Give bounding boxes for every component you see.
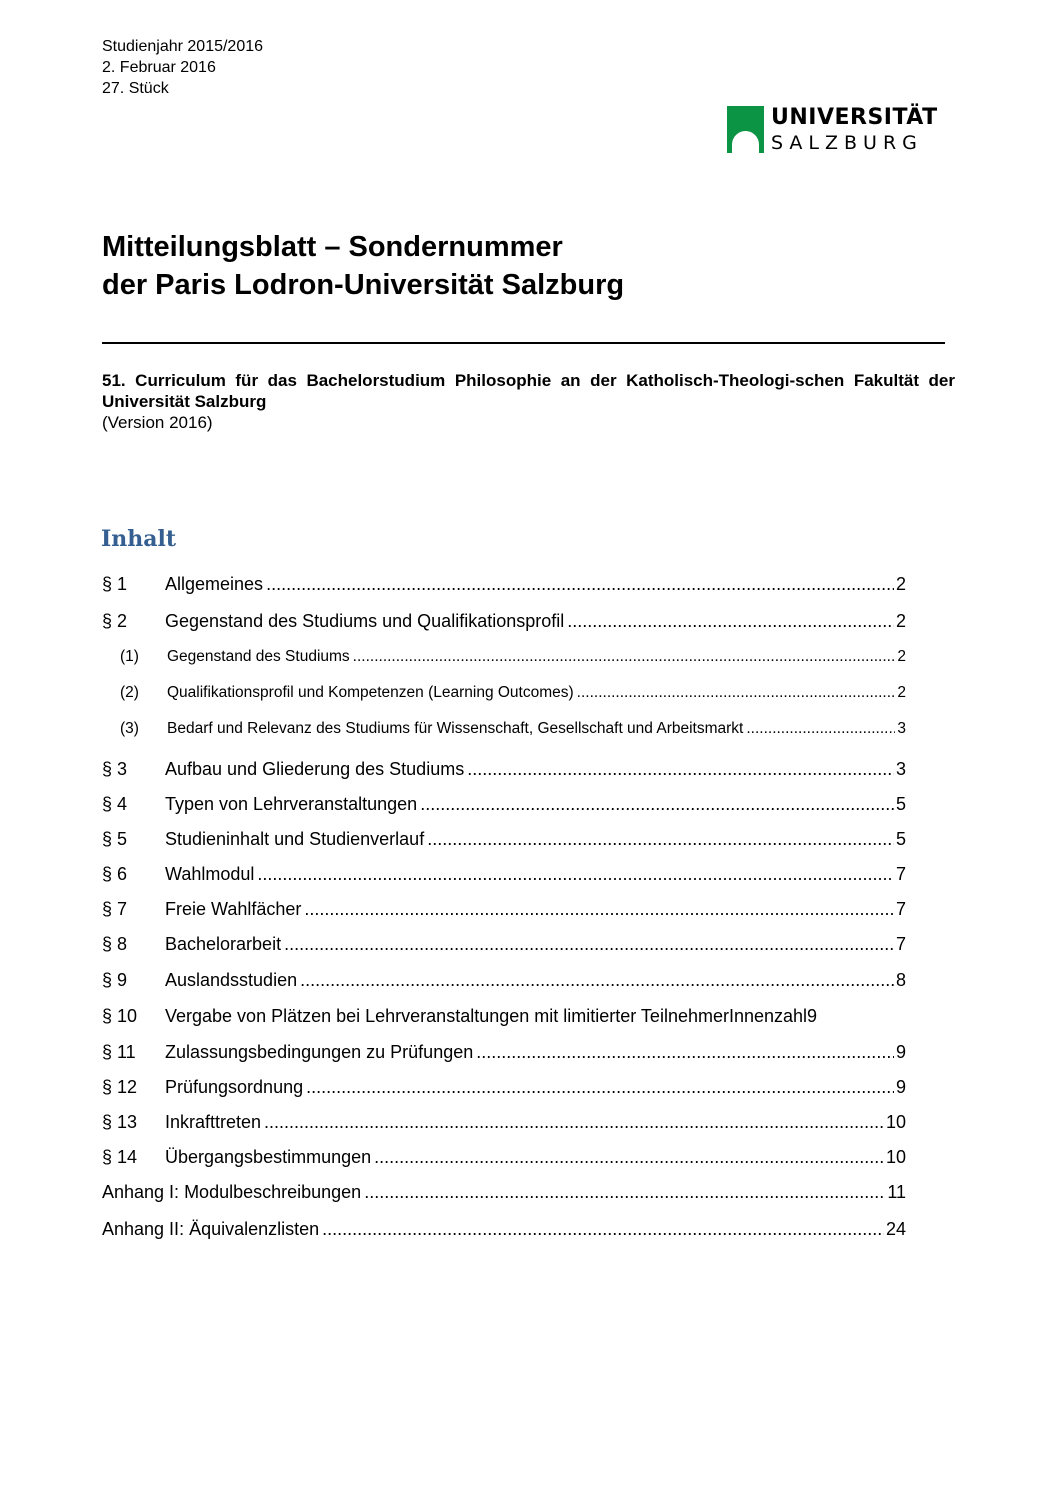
toc-entry[interactable] xyxy=(102,759,906,780)
toc-entry[interactable] xyxy=(102,1042,906,1063)
toc-entry[interactable] xyxy=(102,794,906,815)
toc-entry[interactable] xyxy=(102,611,906,632)
toc-leader xyxy=(420,794,894,815)
toc-label: Wahlmodul xyxy=(165,864,255,884)
toc-page: 11 xyxy=(887,1182,906,1202)
toc-entry[interactable] xyxy=(102,574,906,595)
toc-page: 9 xyxy=(895,1042,906,1062)
toc-leader xyxy=(567,611,894,632)
toc-entry[interactable] xyxy=(102,829,906,850)
toc-page: 5 xyxy=(895,829,906,849)
toc-number: § 3 xyxy=(102,759,128,779)
toc-subentry[interactable] xyxy=(120,684,906,702)
toc-entry[interactable] xyxy=(102,1112,906,1133)
toc-leader xyxy=(746,720,895,738)
toc-page: 9 xyxy=(807,1006,818,1026)
toc-number: (1) xyxy=(120,648,139,665)
university-logo xyxy=(727,106,937,156)
toc-leader xyxy=(353,648,896,666)
toc-label: Bedarf und Relevanz des Studiums für Wissenschaft, Gesellschaft und Arbeitsmarkt xyxy=(167,720,744,737)
toc-label: Auslandsstudien xyxy=(165,970,298,990)
toc-page: 3 xyxy=(897,720,906,737)
toc-leader xyxy=(364,1182,885,1203)
toc-number: § 8 xyxy=(102,934,128,954)
academic-year: Studienjahr 2015/2016 xyxy=(102,38,264,55)
toc-leader xyxy=(264,1112,884,1133)
toc-label: Qualifikationsprofil und Kompetenzen (Learning Outcomes) xyxy=(167,684,574,701)
toc-page: 2 xyxy=(895,574,906,594)
toc-page: 10 xyxy=(885,1112,906,1132)
toc-label: Typen von Lehrveranstaltungen xyxy=(165,794,418,814)
toc-leader xyxy=(284,934,894,955)
toc-page: 3 xyxy=(895,759,906,779)
toc-leader xyxy=(304,899,894,920)
toc-number: § 1 xyxy=(102,574,128,594)
logo-arch-icon xyxy=(727,106,764,153)
toc-leader xyxy=(300,970,894,991)
toc-label: Zulassungsbedingungen zu Prüfungen xyxy=(165,1042,474,1062)
toc-page: 10 xyxy=(885,1147,906,1167)
toc-leader xyxy=(322,1219,884,1240)
toc-leader xyxy=(467,759,894,780)
toc-number: § 11 xyxy=(102,1042,136,1062)
toc-leader xyxy=(427,829,894,850)
toc-page: 7 xyxy=(895,934,906,954)
toc-number: § 5 xyxy=(102,829,128,849)
toc-page: 9 xyxy=(895,1077,906,1097)
toc-leader xyxy=(374,1147,884,1168)
toc-label: Studieninhalt und Studienverlauf xyxy=(165,829,425,849)
toc-entry[interactable] xyxy=(102,1006,906,1027)
toc-entry[interactable] xyxy=(102,1077,906,1098)
toc-label: Freie Wahlfächer xyxy=(165,899,302,919)
toc-entry[interactable] xyxy=(102,934,906,955)
toc-label: Aufbau und Gliederung des Studiums xyxy=(165,759,465,779)
toc-appendix-entry[interactable] xyxy=(102,1219,906,1240)
toc-page: 5 xyxy=(895,794,906,814)
toc-label: Bachelorarbeit xyxy=(165,934,282,954)
toc-number: (2) xyxy=(120,684,139,701)
toc-appendix-entry[interactable] xyxy=(102,1182,906,1203)
logo-text-top: UNIVERSITÄT xyxy=(771,105,938,130)
toc-number: § 13 xyxy=(102,1112,138,1132)
toc-page: 2 xyxy=(897,684,906,701)
toc-leader xyxy=(306,1077,894,1098)
curriculum-version: (Version 2016) xyxy=(102,413,213,432)
document-subtitle xyxy=(102,370,955,433)
title-line-1: Mitteilungsblatt – Sondernummer xyxy=(102,231,563,263)
issue-info xyxy=(102,36,263,99)
title-divider xyxy=(102,342,945,344)
title-line-2: der Paris Lodron-Universität Salzburg xyxy=(102,269,625,301)
toc-entry[interactable] xyxy=(102,864,906,885)
toc-number: (3) xyxy=(120,720,139,737)
issue-number: 27. Stück xyxy=(102,80,169,97)
toc-page: 24 xyxy=(885,1219,906,1239)
toc-entry[interactable] xyxy=(102,1147,906,1168)
toc-leader xyxy=(257,864,894,885)
toc-page: 7 xyxy=(895,864,906,884)
logo-text-bottom: SALZBURG xyxy=(771,132,923,154)
toc-number: § 9 xyxy=(102,970,128,990)
toc-label: Allgemeines xyxy=(165,574,264,594)
toc-number: § 7 xyxy=(102,899,128,919)
toc-number: § 10 xyxy=(102,1006,138,1026)
issue-date: 2. Februar 2016 xyxy=(102,59,216,76)
toc-leader xyxy=(476,1042,894,1063)
toc-label: Gegenstand des Studiums und Qualifikationsprofil xyxy=(165,611,565,631)
toc-number: § 4 xyxy=(102,794,128,814)
toc-label: Vergabe von Plätzen bei Lehrveranstaltungen mit limitierter TeilnehmerInnenzahl xyxy=(165,1006,808,1026)
toc-page: 2 xyxy=(897,648,906,665)
toc-subentry[interactable] xyxy=(120,720,906,738)
toc-page: 7 xyxy=(895,899,906,919)
toc-number: § 2 xyxy=(102,611,128,631)
toc-label: Übergangsbestimmungen xyxy=(165,1147,372,1167)
toc-label: Inkrafttreten xyxy=(165,1112,262,1132)
page-title xyxy=(102,228,624,304)
toc-number: § 14 xyxy=(102,1147,138,1167)
toc-label: Anhang I: Modulbeschreibungen xyxy=(102,1182,362,1202)
toc-label: Prüfungsordnung xyxy=(165,1077,304,1097)
toc-leader xyxy=(577,684,896,702)
toc-label: Gegenstand des Studiums xyxy=(167,648,350,665)
toc-entry[interactable] xyxy=(102,970,906,991)
toc-heading: Inhalt xyxy=(101,526,177,552)
toc-page: 8 xyxy=(895,970,906,990)
toc-label: Anhang II: Äquivalenzlisten xyxy=(102,1219,320,1239)
toc-number: § 6 xyxy=(102,864,128,884)
toc-subentry[interactable] xyxy=(120,648,906,666)
curriculum-title: 51. Curriculum für das Bachelorstudium Philosophie an der Katholisch-Theologi-schen Fakultät der Universität Salzburg xyxy=(102,371,955,411)
toc-page: 2 xyxy=(895,611,906,631)
toc-entry[interactable] xyxy=(102,899,906,920)
toc-number: § 12 xyxy=(102,1077,138,1097)
toc-leader xyxy=(266,574,894,595)
